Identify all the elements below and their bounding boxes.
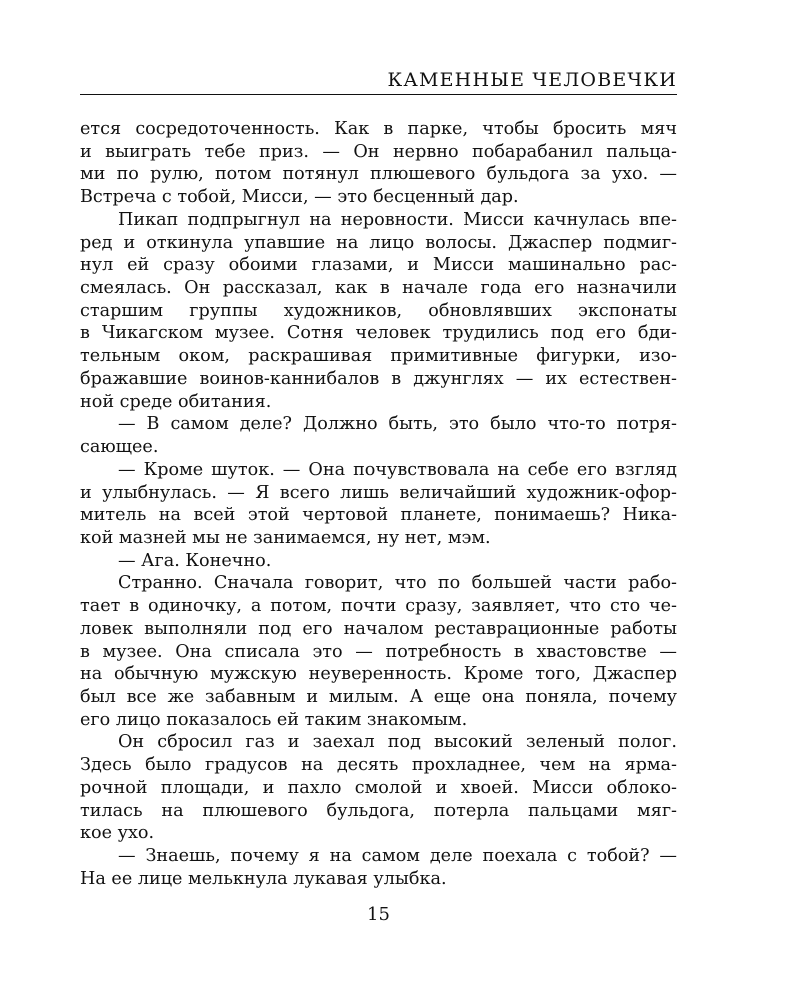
page-text <box>80 118 677 890</box>
text-line: тает в одиночку, а потом, почти сразу, заявляет, что сто че- <box>80 596 677 617</box>
text-line: Он сбросил газ и заехал под высокий зеленый полог. <box>118 732 677 753</box>
text-line: тилась на плюшевого бульдога, потерла пальцами мяг- <box>80 800 677 821</box>
text-line: нул ей сразу обоими глазами, и Мисси машинально рас- <box>80 255 677 276</box>
text-line: в музее. Она списала это — потребность в хвастовстве — <box>80 641 677 662</box>
text-line: Здесь было градусов на десять прохладнее, чем на ярма- <box>80 755 677 776</box>
text-line: ной среде обитания. <box>80 391 272 412</box>
text-line: старшим группы художников, обновлявших экспонаты <box>80 300 677 321</box>
text-line: в Чикагском музее. Сотня человек трудились под его бди- <box>80 323 677 344</box>
text-line: его лицо показалось ей таким знакомым. <box>80 709 468 730</box>
text-line: На ее лице мелькнула лукавая улыбка. <box>80 868 447 889</box>
text-line: — Знаешь, почему я на самом деле поехала с тобой? — <box>118 846 677 866</box>
text-line: и выиграть тебе приз. — Он нервно побарабанил пальца- <box>80 141 677 162</box>
text-line: рочной площади, и пахло смолой и хвоей. Мисси облоко- <box>80 777 677 798</box>
header-rule <box>80 94 677 95</box>
text-line: сающее. <box>80 437 159 458</box>
running-header: КАМЕННЫЕ ЧЕЛОВЕЧКИ <box>387 69 677 91</box>
text-line: бражавшие воинов-каннибалов в джунглях — их естествен- <box>80 368 677 389</box>
text-line: был все же забавным и милым. А еще она поняла, почему <box>80 686 677 707</box>
text-line: кой мазней мы не занимаемся, ну нет, мэм. <box>80 527 491 548</box>
text-line: — Ага. Конечно. <box>118 550 272 571</box>
text-line: митель на всей этой чертовой планете, понимаешь? Ника- <box>80 505 677 526</box>
text-line: Встреча с тобой, Мисси, — это бесценный дар. <box>80 187 519 208</box>
text-line: ется сосредоточенность. Как в парке, чтобы бросить мяч <box>80 119 677 139</box>
text-line: — Кроме шуток. — Она почувствовала на себе его взгляд <box>118 459 677 480</box>
text-line: Пикап подпрыгнул на неровности. Мисси качнулась впе- <box>118 209 677 230</box>
text-line: тельным оком, раскрашивая примитивные фигурки, изо- <box>80 346 677 367</box>
page-number: 15 <box>367 904 390 925</box>
text-line: Странно. Сначала говорит, что по большей части рабо- <box>118 573 677 594</box>
text-line: кое ухо. <box>80 823 155 844</box>
text-line: смеялась. Он рассказал, как в начале года его назначили <box>80 278 677 299</box>
text-line: и улыбнулась. — Я всего лишь величайший художник-офор- <box>80 482 677 503</box>
text-line: ред и откинула упавшие на лицо волосы. Джаспер подмиг- <box>80 232 677 253</box>
text-line: — В самом деле? Должно быть, это было что-то потря- <box>118 414 677 435</box>
text-line: ми по рулю, потом потянул плюшевого бульдога за ухо. — <box>80 164 677 185</box>
text-line: на обычную мужскую неуверенность. Кроме того, Джаспер <box>80 664 677 685</box>
text-line: ловек выполняли под его началом реставрационные работы <box>80 618 677 639</box>
